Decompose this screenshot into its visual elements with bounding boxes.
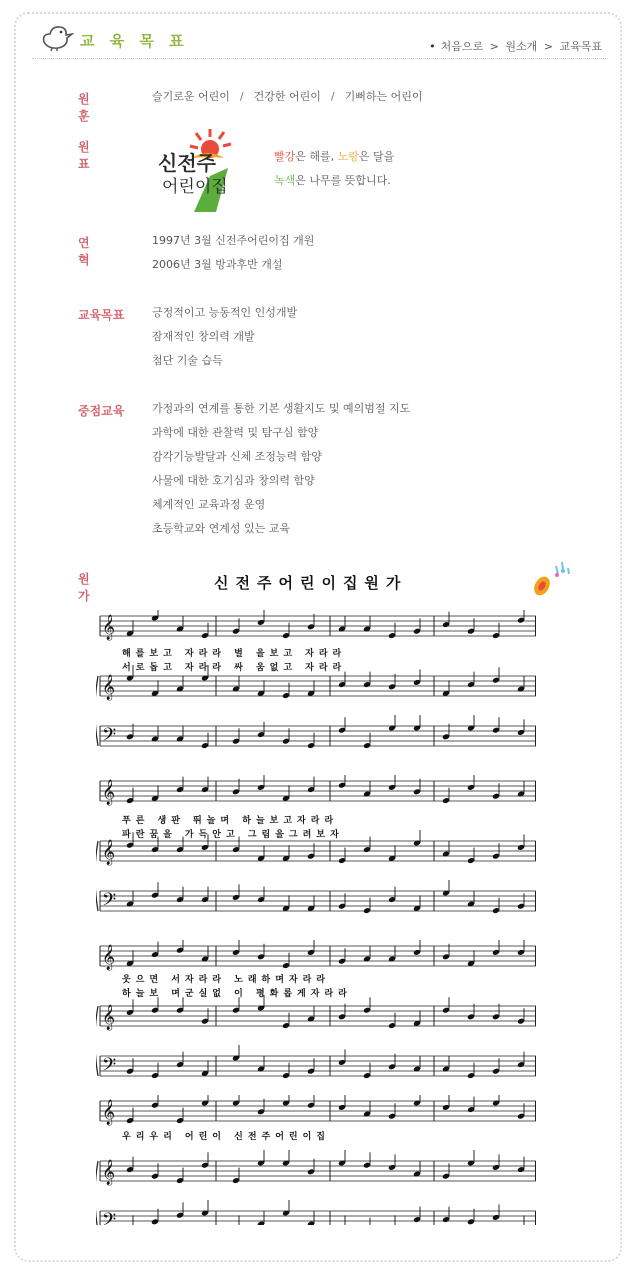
song-title: 신전주어린이집원가: [214, 574, 408, 592]
song-label: 원 가: [78, 572, 106, 603]
color-word-green: 녹색: [274, 174, 296, 187]
motto-separator: /: [239, 90, 244, 103]
score-system: [96, 940, 536, 1110]
breadcrumb-home-link[interactable]: 처음으로: [440, 40, 484, 53]
emblem-desc-line: [274, 150, 394, 174]
motto-separator: /: [330, 90, 335, 103]
svg-text:𝄞: 𝄞: [102, 675, 116, 700]
breadcrumb-bullet-icon: •: [429, 40, 436, 53]
color-word-yellow: 노랑: [337, 150, 359, 163]
lyric-line: 파란꿈을 가득안고 그림을그려보자: [122, 830, 344, 840]
focus-item: 과학에 대한 관찰력 및 탐구심 함양: [152, 426, 319, 439]
score-system: [96, 775, 536, 945]
staff-image: [96, 610, 536, 780]
staff: [100, 940, 536, 970]
svg-text:𝄞: 𝄞: [102, 945, 116, 970]
history-label: 연 혁: [78, 236, 106, 267]
svg-text:𝄞: 𝄞: [102, 780, 116, 805]
emblem-desc-text: 은 달을: [358, 150, 395, 163]
emblem-desc-line: [274, 174, 394, 198]
staff: [100, 775, 536, 805]
page-header: [40, 22, 606, 58]
goal-item: 잠재적인 창의력 개발: [152, 330, 255, 343]
staff: [100, 715, 536, 750]
emblem-desc-text: 은 나무를 뜻합니다.: [295, 174, 391, 187]
goals-label: 교육목표: [78, 308, 125, 322]
bird-icon: [40, 22, 74, 52]
lyric-line: 푸른 생판 뛰놀며 하늘보고자라라: [122, 816, 339, 826]
color-word-red: 빨강: [274, 150, 296, 163]
header-divider: [32, 58, 608, 59]
focus-item: 감각기능발달과 신체 조정능력 함양: [152, 450, 322, 463]
staff: [100, 610, 536, 640]
svg-text:𝄞: 𝄞: [102, 615, 116, 640]
breadcrumb-separator: >: [489, 40, 499, 53]
history-item: 1997년 3월 신전주어린이집 개원: [152, 234, 315, 247]
history-item: 2006년 3월 방과후반 개설: [152, 258, 283, 271]
svg-text:𝄢: 𝄢: [102, 1210, 117, 1225]
staff-image: [96, 1095, 536, 1225]
svg-text:𝄞: 𝄞: [102, 1100, 116, 1125]
goal-item: 첨단 기술 습득: [152, 354, 223, 367]
svg-text:𝄢: 𝄢: [102, 890, 117, 915]
emblem-description: [274, 150, 394, 198]
svg-text:𝄞: 𝄞: [102, 1005, 116, 1030]
motto-item: 슬기로운 어린이: [152, 90, 230, 103]
staff-image: [96, 940, 536, 1110]
lyric-line: 웃으면 서자라라 노래하며자라라: [122, 975, 330, 985]
logo-text-line1: 신전주: [158, 151, 216, 175]
motto-item: 건강한 어린이: [253, 90, 321, 103]
emblem-section: [78, 138, 538, 228]
focus-item: 가정과의 연계를 통한 기본 생활지도 및 예의범절 지도: [152, 402, 411, 415]
lyric-line: 해를보고 자라라 별 을보고 자라라: [122, 649, 347, 659]
motto-label: 원 훈: [78, 92, 106, 123]
breadcrumb-current: 교육목표: [559, 40, 602, 53]
staff: [100, 1045, 536, 1080]
focus-label: 중점교육: [78, 404, 125, 418]
breadcrumb-section-link[interactable]: 원소개: [505, 40, 538, 53]
svg-text:𝄞: 𝄞: [102, 1160, 116, 1185]
lyric-line: 우리우리 어린이 신전주어린이집: [122, 1132, 330, 1142]
score-system: [96, 1095, 536, 1225]
lyric-line: 서로돕고 자라라 싸 움없고 자라라: [122, 663, 347, 673]
staff: [100, 1200, 536, 1225]
focus-item: 초등학교와 연계성 있는 교육: [152, 522, 291, 535]
music-note-icon: [528, 560, 572, 600]
goal-item: 긍정적이고 능동적인 인성개발: [152, 306, 298, 319]
staff: [100, 880, 536, 915]
motto-line: [152, 90, 592, 114]
svg-text:𝄢: 𝄢: [102, 1055, 117, 1080]
page-title: 교 육 목 표: [80, 32, 189, 50]
staff: [100, 1150, 536, 1185]
lyric-line: 하늘보 며군실없 이 평화롭게자라라: [122, 989, 352, 999]
svg-text:𝄞: 𝄞: [102, 840, 116, 865]
staff: [100, 1095, 536, 1125]
focus-item: 사물에 대한 호기심과 창의력 함양: [152, 474, 315, 487]
breadcrumb: [426, 38, 602, 54]
logo-text-line2: 어린이집: [162, 177, 228, 197]
emblem-label: 원 표: [78, 140, 106, 171]
focus-item: 체계적인 교육과정 운영: [152, 498, 266, 511]
svg-text:𝄢: 𝄢: [102, 725, 117, 750]
score-system: [96, 610, 536, 780]
school-logo: [152, 126, 244, 218]
breadcrumb-separator: >: [543, 40, 553, 53]
emblem-desc-text: 은 해를,: [295, 150, 338, 163]
staff: [100, 995, 536, 1030]
motto-item: 기뻐하는 어린이: [344, 90, 423, 103]
staff-image: [96, 775, 536, 945]
